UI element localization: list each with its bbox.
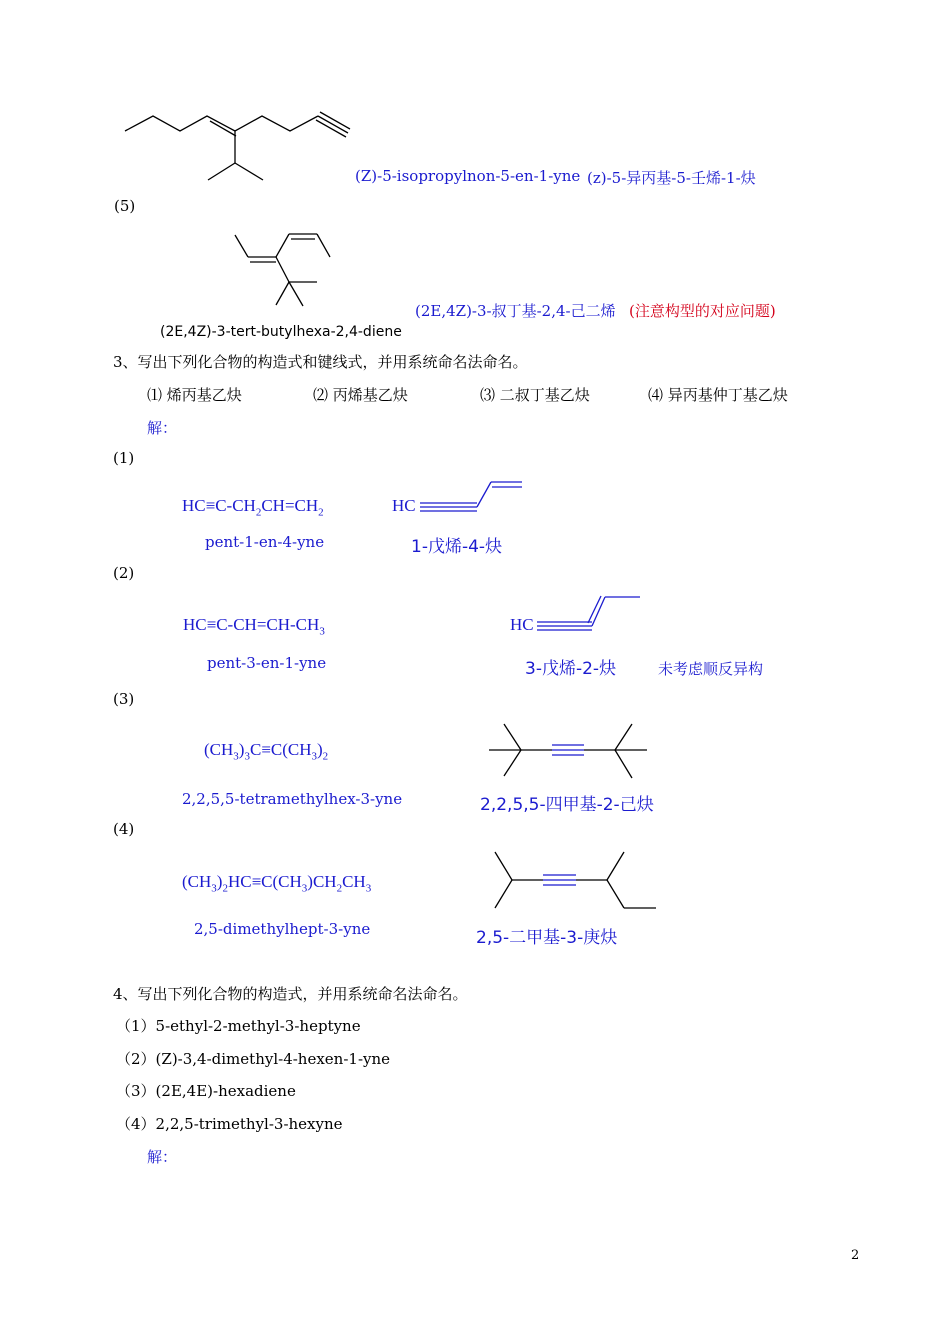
- q3-answer-4-label: (4): [113, 820, 135, 838]
- answer-1-formula: $HC\equiv C-CH_2CH=CH_2$: [182, 496, 324, 519]
- compound-a-chinese-name: (z)-5-异丙基-5-壬烯-1-炔: [587, 169, 756, 187]
- answer-4-iupac: 2,5-dimethylhept-3-yne: [194, 920, 371, 938]
- q4-heading: 4、写出下列化合物的构造式，并用系统命名法命名。: [113, 985, 468, 1003]
- item-5-label: (5): [114, 197, 136, 215]
- compound-a-english-name: (Z)-5-isopropylnon-5-en-1-yne: [355, 167, 581, 185]
- answer-1-skeletal-label: HC: [392, 496, 416, 515]
- answer-2-note: 未考虑顺反异构: [658, 660, 764, 678]
- q3-item-2: ⑵ 丙烯基乙炔: [313, 386, 408, 404]
- q4-item-3: （3）(2E,4E)-hexadiene: [116, 1082, 296, 1100]
- q4-solution-label: 解：: [147, 1148, 178, 1166]
- q4-item-1: （1）5-ethyl-2-methyl-3-heptyne: [116, 1017, 361, 1035]
- q3-answer-1-label: (1): [113, 449, 135, 467]
- q4-item-2: （2）(Z)-3,4-dimethyl-4-hexen-1-yne: [116, 1050, 391, 1068]
- q3-item-3: ⑶ 二叔丁基乙炔: [480, 386, 590, 404]
- answer-4-chinese: 2,5-二甲基-3-庚炔: [476, 928, 618, 948]
- answer-1-iupac: pent-1-en-4-yne: [205, 533, 325, 551]
- answer-2-chinese: 3-戊烯-2-炔: [525, 659, 617, 679]
- compound-b-note: (注意构型的对应问题): [629, 302, 776, 320]
- answer-2-formula: $HC\equiv C-CH=CH-CH_3$: [183, 615, 325, 638]
- answer-4-formula: $(CH_3)_2HC\equiv C(CH_3)CH_2CH_3$: [182, 872, 372, 895]
- q3-item-4: ⑷ 异丙基仲丁基乙炔: [648, 386, 788, 404]
- answer-3-chinese: 2,2,5,5-四甲基-2-己炔: [480, 795, 654, 815]
- compound-b-name: (2E,4Z)-3-叔丁基-2,4-己二烯: [415, 302, 616, 320]
- answer-2-skeletal-label: HC: [510, 615, 534, 634]
- answer-3-formula: $(CH_3)_3C\equiv C(CH_3)_2$: [204, 740, 329, 763]
- q3-item-1: ⑴ 烯丙基乙炔: [147, 386, 242, 404]
- q3-heading: 3、写出下列化合物的构造式和键线式，并用系统命名法命名。: [113, 353, 528, 371]
- answer-2-iupac: pent-3-en-1-yne: [207, 654, 327, 672]
- q3-solution-label: 解：: [147, 419, 178, 437]
- q3-answer-3-label: (3): [113, 690, 135, 708]
- compound-b-caption: (2E,4Z)-3-tert-butylhexa-2,4-diene: [160, 324, 402, 340]
- page-number: 2: [851, 1248, 860, 1263]
- answer-3-iupac: 2,2,5,5-tetramethylhex-3-yne: [182, 790, 403, 808]
- answer-1-chinese: 1-戊烯-4-炔: [411, 537, 503, 557]
- q3-answer-2-label: (2): [113, 564, 135, 582]
- q4-item-4: （4）2,2,5-trimethyl-3-hexyne: [116, 1115, 343, 1133]
